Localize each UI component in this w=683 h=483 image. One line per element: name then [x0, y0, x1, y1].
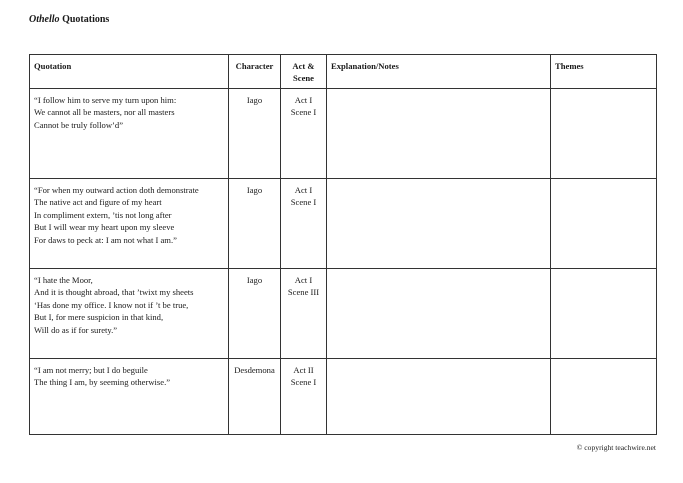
scene-text: Scene I — [290, 107, 317, 118]
character-cell: Iago — [229, 269, 281, 359]
header-themes: Themes — [551, 55, 657, 89]
notes-cell[interactable] — [327, 179, 551, 269]
header-quotation: Quotation — [30, 55, 229, 89]
act-text: Act I — [294, 185, 313, 195]
quotations-table — [29, 54, 657, 435]
quotation-cell — [30, 269, 229, 359]
header-act-scene-line2: Scene — [292, 73, 314, 84]
quote-line: And it is thought abroad, that ’twixt my sheets — [34, 287, 194, 298]
table-row — [30, 89, 657, 179]
quote-line: “I follow him to serve my turn upon him: — [34, 95, 177, 105]
scene-text: Scene I — [290, 377, 317, 388]
themes-cell[interactable] — [551, 359, 657, 435]
scene-text: Scene III — [287, 287, 320, 298]
character-cell: Iago — [229, 179, 281, 269]
header-row — [30, 55, 657, 89]
act-scene-cell — [281, 89, 327, 179]
quotation-cell — [30, 359, 229, 435]
quote-line: For daws to peck at: I am not what I am.” — [34, 234, 177, 245]
quote-line: But I will wear my heart upon my sleeve — [34, 222, 175, 233]
notes-cell[interactable] — [327, 359, 551, 435]
quote-line: Cannot be truly follow’d” — [34, 119, 124, 130]
themes-cell[interactable] — [551, 89, 657, 179]
act-text: Act II — [293, 365, 314, 375]
quote-line: “I am not merry; but I do beguile — [34, 365, 148, 375]
page-title — [29, 14, 109, 26]
quote-line: We cannot all be masters, nor all masters — [34, 107, 175, 118]
table-row — [30, 269, 657, 359]
themes-cell[interactable] — [551, 179, 657, 269]
header-explanation: Explanation/Notes — [327, 55, 551, 89]
act-scene-cell — [281, 179, 327, 269]
header-act-scene-line1: Act & — [292, 61, 315, 71]
quote-line: “I hate the Moor, — [34, 275, 93, 285]
act-scene-cell — [281, 269, 327, 359]
copyright-footer: © copyright teachwire.net — [576, 443, 656, 452]
quote-line: The thing I am, by seeming otherwise.” — [34, 377, 171, 388]
act-text: Act I — [294, 95, 313, 105]
act-text: Act I — [294, 275, 313, 285]
header-act-scene — [281, 55, 327, 89]
act-scene-cell — [281, 359, 327, 435]
quotation-cell — [30, 89, 229, 179]
notes-cell[interactable] — [327, 269, 551, 359]
character-cell: Desdemona — [229, 359, 281, 435]
table-row — [30, 179, 657, 269]
quote-line: But I, for mere suspicion in that kind, — [34, 312, 164, 323]
title-work: Othello — [29, 14, 60, 25]
quote-line: The native act and figure of my heart — [34, 197, 162, 208]
quote-line: In compliment extern, ’tis not long after — [34, 209, 172, 220]
title-rest: Quotations — [59, 14, 110, 25]
character-cell: Iago — [229, 89, 281, 179]
table-row — [30, 359, 657, 435]
quotation-cell — [30, 179, 229, 269]
notes-cell[interactable] — [327, 89, 551, 179]
quote-line: Will do as if for surety.” — [34, 324, 118, 335]
quote-line: “For when my outward action doth demonstrate — [34, 185, 199, 195]
quote-line: ‘Has done my office. I know not if ’t be true, — [34, 299, 189, 310]
header-character: Character — [229, 55, 281, 89]
themes-cell[interactable] — [551, 269, 657, 359]
scene-text: Scene I — [290, 197, 317, 208]
